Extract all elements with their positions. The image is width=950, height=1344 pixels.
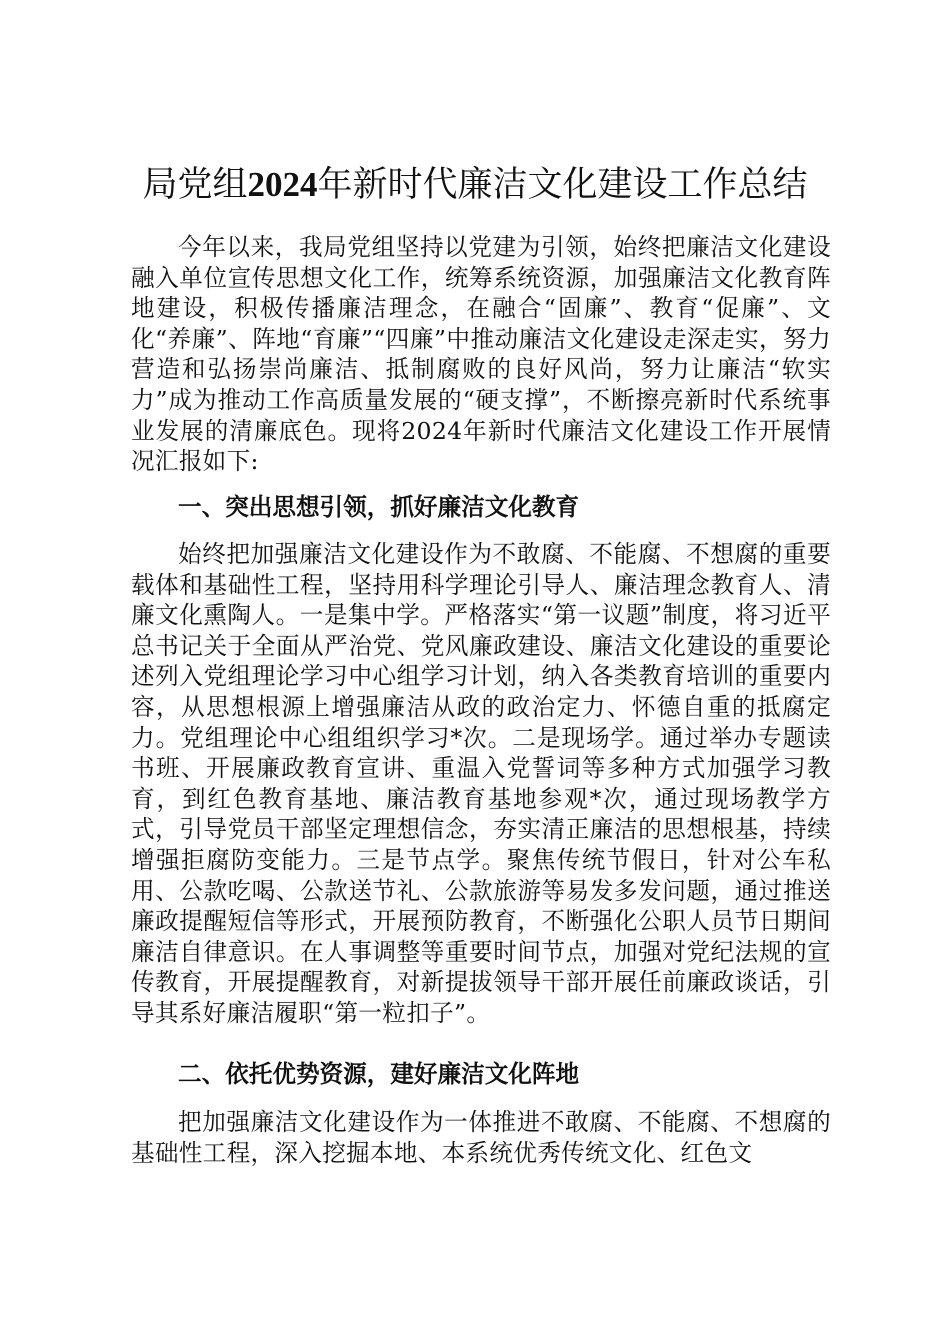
- section-heading-2: 二、依托优势资源，建好廉洁文化阵地: [178, 1060, 580, 1088]
- title-suffix: 年新时代廉洁文化建设工作总结: [317, 165, 808, 205]
- section-2-paragraph: 把加强廉洁文化建设作为一体推进不敢腐、不能腐、不想腐的基础性工程，深入挖掘本地、本系统优秀传统文化、红色文: [131, 1108, 831, 1167]
- section-heading-1: 一、突出思想引领，抓好廉洁文化教育: [178, 493, 580, 521]
- section-1-paragraph: 始终把加强廉洁文化建设作为不敢腐、不能腐、不想腐的重要载体和基础性工程，坚持用科学理论引导人、廉洁理念教育人、清廉文化熏陶人。一是集中学。严格落实“第一议题”制度，将习近平总书记关于全面从严治党、党风廉政建设、廉洁文化建设的重要论述列入党组理论学习中心组学习计划，纳入各类教育培训的重要内容，从思想根源上增强廉洁从政的政治定力、怀德自重的抵腐定力。党组理论中心组组织学习*次。二是现场学。通过举办专题读书班、开展廉政教育宣讲、重温入党誓词等多种方式加强学习教育，到红色教育基地、廉洁教育基地参观*次，通过现场教学方式，引导党员干部坚定理想信念，夯实清正廉洁的思想根基，持续增强拒腐防变能力。三是节点学。聚焦传统节假日，针对公车私用、公款吃喝、公款送节礼、公款旅游等易发多发问题，通过推送廉政提醒短信等形式，开展预防教育，不断强化公职人员节日期间廉洁自律意识。在人事调整等重要时间节点，加强对党纪法规的宣传教育，开展提醒教育，对新提拔领导干部开展任前廉政谈话，引导其系好廉洁履职“第一粒扣子”。: [131, 540, 831, 1027]
- document-title: [0, 163, 950, 207]
- title-year: 2024: [247, 165, 318, 204]
- intro-paragraph: 今年以来，我局党组坚持以党建为引领，始终把廉洁文化建设融入单位宣传思想文化工作，统筹系统资源，加强廉洁文化教育阵地建设，积极传播廉洁理念，在融合“固廉”、教育“促廉”、文化“养廉”、阵地“育廉”“四廉”中推动廉洁文化建设走深走实，努力营造和弘扬崇尚廉洁、抵制腐败的良好风尚，努力让廉洁“软实力”成为推动工作高质量发展的“硬支撑”，不断擦亮新时代系统事业发展的清廉底色。现将2024年新时代廉洁文化建设工作开展情况汇报如下:: [131, 233, 831, 476]
- title-prefix: 局党组: [142, 165, 248, 205]
